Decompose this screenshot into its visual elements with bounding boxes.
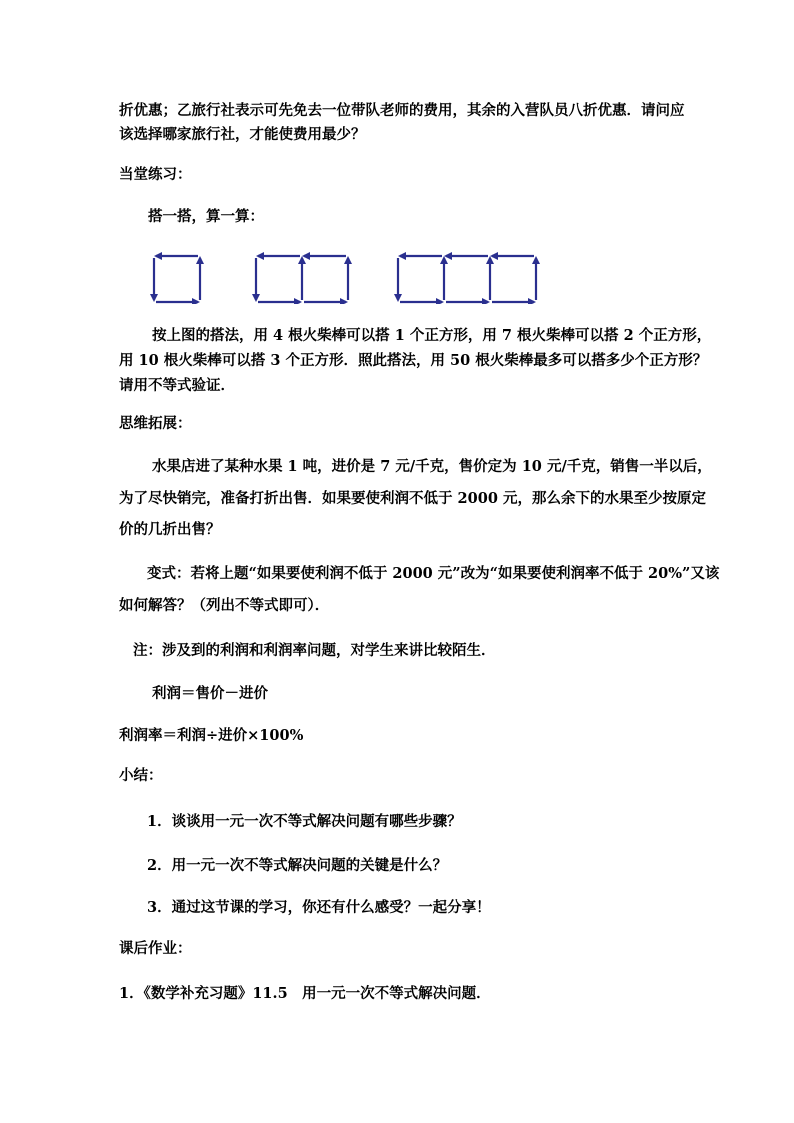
- matchstick-figure: [148, 252, 548, 304]
- summary-item-1: 1．谈谈用一元一次不等式解决问题有哪些步骤？: [147, 813, 462, 830]
- formula-profit: 利润＝售价－进价: [152, 685, 268, 702]
- homework-heading: 课后作业：: [119, 940, 192, 957]
- extension-paragraph-line-3: 价的几折出售？: [119, 521, 221, 538]
- practice-heading: 当堂练习：: [119, 166, 192, 183]
- summary-item-2: 2．用一元一次不等式解决问题的关键是什么？: [147, 857, 448, 874]
- variant-line-1: 变式：若将上题“如果要使利润不低于 2000 元”改为“如果要使利润率不低于 20%”又该: [147, 565, 720, 582]
- practice-paragraph-line-3: 请用不等式验证．: [119, 377, 235, 394]
- practice-paragraph-line-2: 用 10 根火柴棒可以搭 3 个正方形．照此搭法，用 50 根火柴棒最多可以搭多少个正方形？: [119, 352, 708, 369]
- intro-line-2: 该选择哪家旅行社，才能使费用最少？: [119, 126, 366, 143]
- extension-paragraph-line-2: 为了尽快销完，准备打折出售．如果要使利润不低于 2000 元，那么余下的水果至少按原定: [119, 490, 706, 507]
- homework-item-1: 1．《数学补充习题》11.5 用一元一次不等式解决问题．: [119, 985, 491, 1002]
- note-text: 注：涉及到的利润和利润率问题，对学生来讲比较陌生．: [133, 642, 496, 659]
- summary-heading: 小结：: [119, 767, 163, 784]
- variant-line-2: 如何解答？（列出不等式即可）．: [119, 597, 330, 614]
- intro-line-1: 折优惠；乙旅行社表示可先免去一位带队老师的费用，其余的入营队员八折优惠．请问应: [119, 102, 685, 119]
- formula-profit-rate: 利润率＝利润÷进价×100%: [119, 727, 304, 744]
- practice-paragraph-line-1: 按上图的搭法，用 4 根火柴棒可以搭 1 个正方形，用 7 根火柴棒可以搭 2 个正方形，: [152, 327, 712, 344]
- practice-subheading: 搭一搭，算一算：: [148, 208, 264, 225]
- extension-paragraph-line-1: 水果店进了某种水果 1 吨，进价是 7 元/千克，售价定为 10 元/千克，销售一半以后，: [152, 458, 712, 475]
- summary-item-3: 3．通过这节课的学习，你还有什么感受？一起分享！: [147, 899, 491, 916]
- extension-heading: 思维拓展：: [119, 415, 192, 432]
- matchstick-squares-diagram: [148, 252, 548, 304]
